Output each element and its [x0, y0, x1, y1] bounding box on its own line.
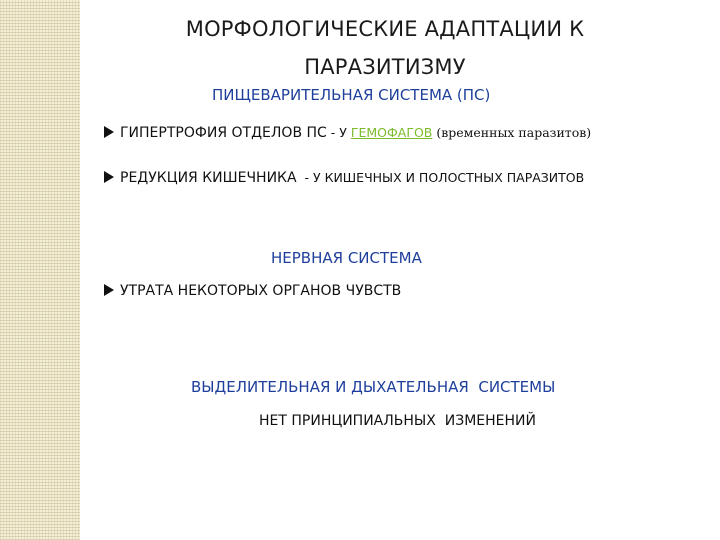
nervous-system-heading: НЕРВНАЯ СИСТЕМА [271, 249, 422, 267]
hypertrophy-note: (временных паразитов) [432, 125, 592, 140]
digestive-system-heading: ПИЩЕВАРИТЕЛЬНАЯ СИСТЕМА (ПС) [212, 86, 491, 104]
arrow-bullet-icon [104, 126, 114, 138]
reduction-detail: - У КИШЕЧНЫХ И ПОЛОСТНЫХ ПАРАЗИТОВ [296, 170, 585, 185]
title-line-1: МОРФОЛОГИЧЕСКИЕ АДАПТАЦИИ К [185, 17, 585, 41]
bullet-hypertrophy [104, 125, 591, 141]
no-changes-text: НЕТ ПРИНЦИПИАЛЬНЫХ ИЗМЕНЕНИЙ [259, 413, 536, 429]
slide-title [120, 10, 650, 86]
hypertrophy-text: ГИПЕРТРОФИЯ ОТДЕЛОВ ПС [120, 125, 327, 141]
bullet-sense-loss [104, 283, 401, 299]
hemophages-link[interactable]: ГЕМОФАГОВ [350, 125, 433, 140]
sense-loss-text: УТРАТА НЕКОТОРЫХ ОРГАНОВ ЧУВСТВ [120, 283, 402, 299]
excretory-respiratory-heading: ВЫДЕЛИТЕЛЬНАЯ И ДЫХАТЕЛЬНАЯ СИСТЕМЫ [191, 378, 556, 396]
decorative-side-strip [0, 0, 80, 540]
arrow-bullet-icon [104, 284, 114, 296]
bullet-reduction [104, 170, 584, 186]
reduction-text: РЕДУКЦИЯ КИШЕЧНИКА [120, 170, 297, 186]
arrow-bullet-icon [104, 171, 114, 183]
hypertrophy-connector: - У [326, 125, 351, 140]
title-line-2: ПАРАЗИТИЗМУ [304, 55, 466, 79]
